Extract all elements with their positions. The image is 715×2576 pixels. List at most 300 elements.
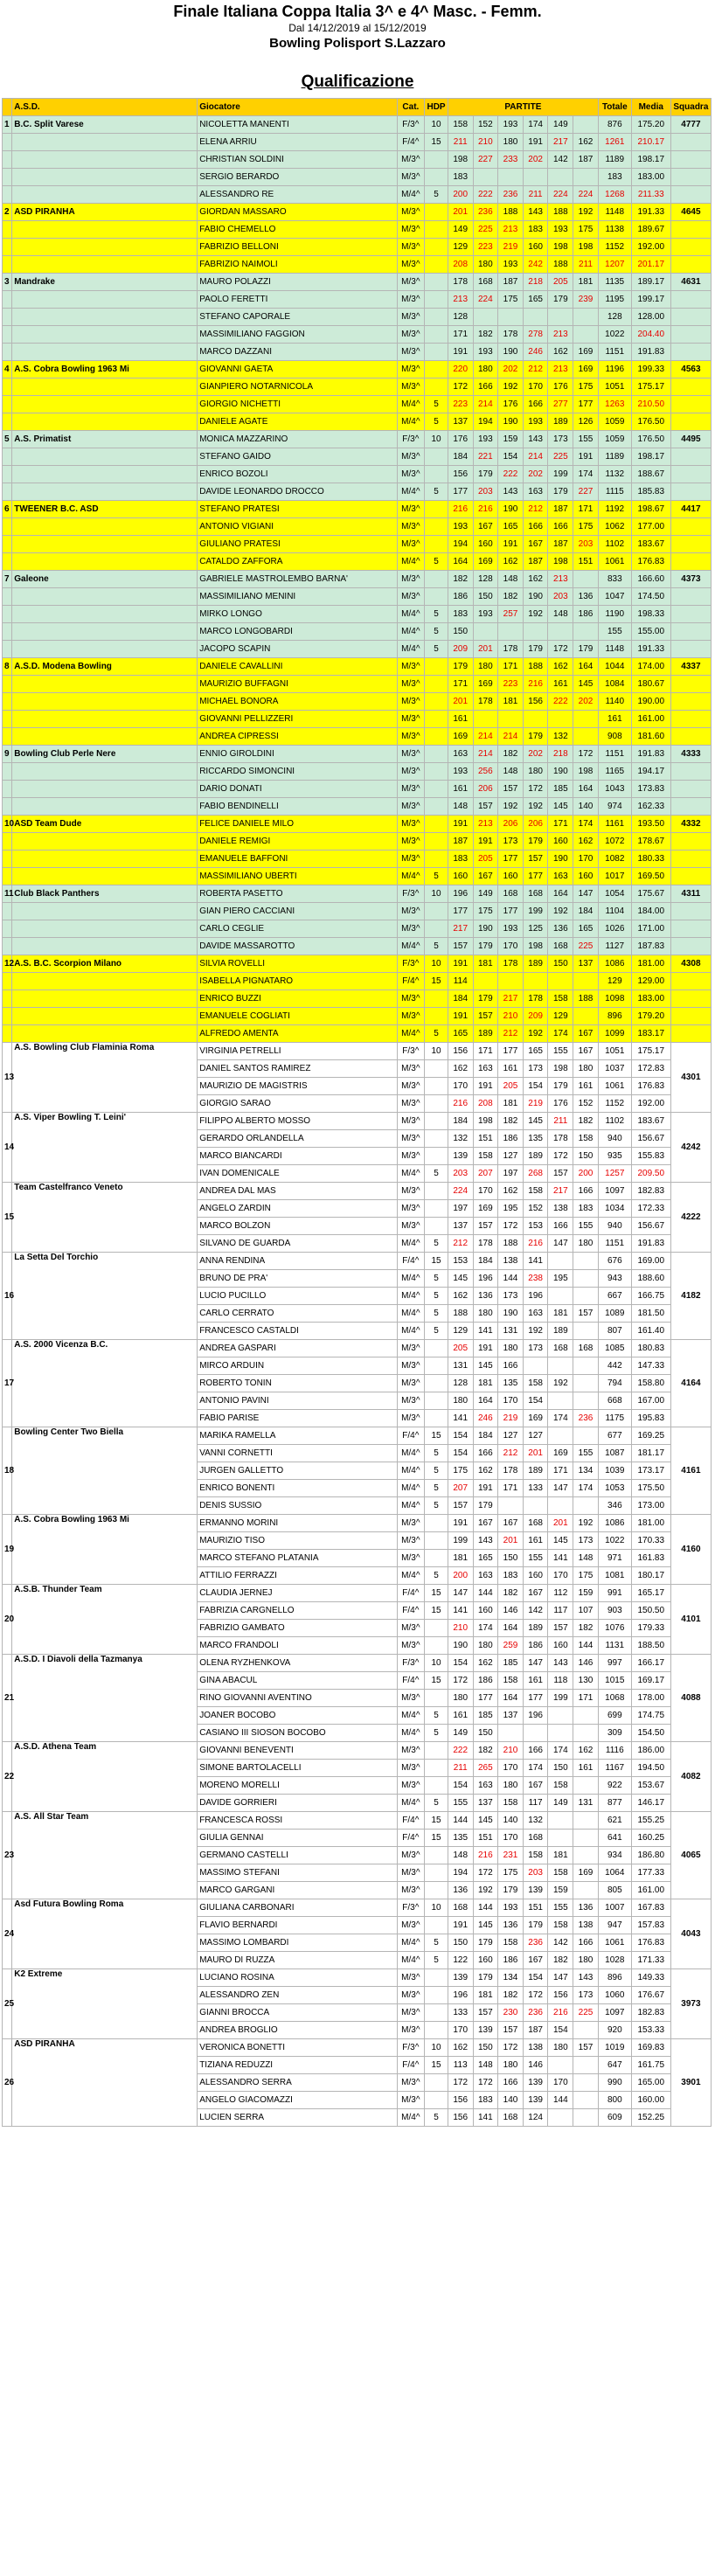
player-name: MARCO STEFANO PLATANIA	[198, 1550, 397, 1567]
player-row	[3, 1253, 712, 1270]
game-score: 179	[448, 658, 473, 676]
player-name: MONICA MAZZARINO	[198, 431, 397, 448]
player-category: M/3^	[397, 781, 425, 798]
player-average: 155.00	[631, 623, 670, 641]
team-name: Mandrake	[12, 274, 198, 291]
game-score: 169	[573, 1864, 599, 1882]
player-average: 165.17	[631, 1585, 670, 1602]
player-category: M/4^	[397, 1305, 425, 1323]
player-row	[3, 903, 712, 920]
player-total: 1263	[598, 396, 631, 413]
player-category: M/3^	[397, 1550, 425, 1567]
team-name-empty	[12, 938, 198, 955]
game-score: 178	[548, 1130, 573, 1148]
game-score	[473, 309, 498, 326]
game-score	[573, 973, 599, 990]
team-name-empty	[12, 623, 198, 641]
game-score: 198	[573, 239, 599, 256]
player-total: 1017	[598, 868, 631, 885]
player-name: CATALDO ZAFFORA	[198, 553, 397, 571]
player-total: 833	[598, 571, 631, 588]
game-score: 201	[523, 1445, 548, 1462]
game-score: 164	[448, 553, 473, 571]
game-score: 173	[548, 431, 573, 448]
game-score: 210	[498, 1742, 524, 1760]
game-score: 193	[448, 763, 473, 781]
game-score: 129	[448, 239, 473, 256]
game-score: 184	[473, 1427, 498, 1445]
game-score: 219	[498, 239, 524, 256]
game-score: 203	[573, 536, 599, 553]
player-average: 181.60	[631, 728, 670, 746]
player-handicap	[425, 309, 448, 326]
game-score: 132	[548, 728, 573, 746]
game-score: 162	[448, 2039, 473, 2057]
team-name-empty	[12, 309, 198, 326]
player-category: M/3^	[397, 466, 425, 483]
player-row	[3, 134, 712, 151]
player-name: CHRISTIAN SOLDINI	[198, 151, 397, 169]
game-score: 180	[498, 134, 524, 151]
team-position-empty	[3, 588, 12, 606]
game-score: 214	[473, 728, 498, 746]
player-name: DAVIDE GORRIERI	[198, 1795, 397, 1812]
player-total: 155	[598, 623, 631, 641]
game-score	[498, 169, 524, 186]
game-score: 174	[523, 116, 548, 134]
player-name: GIULIANO PRATESI	[198, 536, 397, 553]
game-score: 160	[473, 536, 498, 553]
player-category: M/3^	[397, 291, 425, 309]
player-category: M/4^	[397, 2109, 425, 2127]
game-score	[573, 169, 599, 186]
game-score: 175	[498, 1864, 524, 1882]
game-score: 212	[498, 1025, 524, 1043]
game-score: 190	[448, 1637, 473, 1655]
game-score: 212	[498, 1445, 524, 1462]
team-name: Club Black Panthers	[12, 885, 198, 903]
player-handicap	[425, 1515, 448, 1532]
game-score: 145	[473, 1357, 498, 1375]
team-position-empty	[3, 169, 12, 186]
player-average: 180.33	[631, 851, 670, 868]
game-score: 157	[448, 938, 473, 955]
game-score	[573, 1847, 599, 1864]
team-name: TWEENER B.C. ASD	[12, 501, 198, 518]
game-score	[498, 973, 524, 990]
player-average: 166.60	[631, 571, 670, 588]
player-handicap: 10	[425, 2039, 448, 2057]
game-score: 177	[448, 483, 473, 501]
game-score: 160	[523, 239, 548, 256]
player-handicap: 5	[425, 1445, 448, 1462]
game-score: 201	[498, 1532, 524, 1550]
team-name: A.S.D. Modena Bowling	[12, 658, 198, 676]
player-handicap	[425, 781, 448, 798]
game-score: 141	[548, 1550, 573, 1567]
player-total: 641	[598, 1830, 631, 1847]
player-name: GIOVANNI PELLIZZERI	[198, 711, 397, 728]
player-handicap: 5	[425, 1288, 448, 1305]
team-total-empty	[670, 483, 711, 501]
player-total: 1086	[598, 1515, 631, 1532]
player-average: 199.33	[631, 361, 670, 378]
game-score: 213	[548, 361, 573, 378]
game-score: 180	[473, 1305, 498, 1323]
team-name: La Setta Del Torchio	[12, 1253, 198, 1340]
player-handicap	[425, 1357, 448, 1375]
game-score: 200	[448, 1567, 473, 1585]
player-category: M/3^	[397, 833, 425, 851]
player-handicap: 5	[425, 1305, 448, 1323]
player-category: M/4^	[397, 1725, 425, 1742]
game-score	[573, 326, 599, 344]
player-name: FABIO CHEMELLO	[198, 221, 397, 239]
game-score: 246	[523, 344, 548, 361]
game-score: 144	[473, 1585, 498, 1602]
player-total: 1044	[598, 658, 631, 676]
game-score: 256	[473, 763, 498, 781]
player-name: SILVANO DE GUARDA	[198, 1235, 397, 1253]
team-name-empty	[12, 291, 198, 309]
team-total-empty	[670, 344, 711, 361]
game-score: 207	[473, 1165, 498, 1183]
player-name: SERGIO BERARDO	[198, 169, 397, 186]
game-score: 177	[498, 903, 524, 920]
team-total-empty	[670, 291, 711, 309]
player-category: F/3^	[397, 431, 425, 448]
player-handicap: 15	[425, 973, 448, 990]
player-total: 896	[598, 1969, 631, 1987]
game-score: 182	[473, 1742, 498, 1760]
player-handicap	[425, 1148, 448, 1165]
player-name: ANDREA CIPRESSI	[198, 728, 397, 746]
player-name: MARCO GARGANI	[198, 1882, 397, 1899]
game-score: 156	[448, 2109, 473, 2127]
game-score: 179	[498, 1882, 524, 1899]
game-score: 194	[473, 413, 498, 431]
game-score: 184	[473, 1253, 498, 1270]
game-score	[548, 973, 573, 990]
player-handicap: 10	[425, 116, 448, 134]
player-total: 935	[598, 1148, 631, 1165]
event-dates: Dal 14/12/2019 al 15/12/2019	[288, 22, 427, 34]
player-average: 176.83	[631, 1934, 670, 1952]
game-score: 185	[473, 1707, 498, 1725]
player-name: CLAUDIA JERNEJ	[198, 1585, 397, 1602]
player-total: 647	[598, 2057, 631, 2074]
player-total: 1084	[598, 676, 631, 693]
game-score: 153	[448, 1253, 473, 1270]
game-score: 163	[473, 1567, 498, 1585]
player-handicap	[425, 1078, 448, 1095]
player-total: 309	[598, 1725, 631, 1742]
game-score: 138	[498, 1253, 524, 1270]
player-total: 1034	[598, 1200, 631, 1218]
player-category: M/4^	[397, 938, 425, 955]
player-total: 1082	[598, 851, 631, 868]
game-score: 172	[523, 781, 548, 798]
player-handicap: 10	[425, 431, 448, 448]
game-score: 191	[473, 1340, 498, 1357]
game-score: 187	[548, 501, 573, 518]
game-score: 217	[448, 920, 473, 938]
player-average: 188.60	[631, 1270, 670, 1288]
game-score: 191	[448, 1917, 473, 1934]
game-score: 154	[523, 1078, 548, 1095]
game-score: 140	[498, 2092, 524, 2109]
player-category: M/3^	[397, 239, 425, 256]
game-score: 155	[573, 431, 599, 448]
player-average: 195.83	[631, 1410, 670, 1427]
player-handicap	[425, 2004, 448, 2022]
player-row	[3, 518, 712, 536]
player-category: M/3^	[397, 151, 425, 169]
player-name: DAVIDE MASSAROTTO	[198, 938, 397, 955]
player-average: 146.17	[631, 1795, 670, 1812]
player-category: F/4^	[397, 1830, 425, 1847]
game-score	[548, 1253, 573, 1270]
game-score: 182	[548, 1952, 573, 1969]
game-score: 192	[498, 378, 524, 396]
game-score	[548, 1427, 573, 1445]
page-header	[0, 2, 715, 93]
game-score: 211	[448, 134, 473, 151]
game-score: 192	[523, 1025, 548, 1043]
game-score: 178	[498, 955, 524, 973]
team-name: Galeone	[12, 571, 198, 588]
game-score	[548, 1812, 573, 1830]
game-score: 175	[498, 291, 524, 309]
game-score: 154	[523, 1392, 548, 1410]
player-category: M/3^	[397, 2074, 425, 2092]
game-score: 176	[498, 396, 524, 413]
player-category: M/3^	[397, 2004, 425, 2022]
player-name: TIZIANA REDUZZI	[198, 2057, 397, 2074]
player-handicap	[425, 833, 448, 851]
game-score: 193	[473, 606, 498, 623]
player-category: F/3^	[397, 116, 425, 134]
game-score: 143	[523, 431, 548, 448]
player-handicap	[425, 518, 448, 536]
game-score: 150	[473, 2039, 498, 2057]
game-score: 211	[573, 256, 599, 274]
team-position-empty	[3, 344, 12, 361]
game-score: 163	[523, 483, 548, 501]
game-score: 167	[473, 868, 498, 885]
game-score: 181	[498, 693, 524, 711]
game-score: 165	[573, 920, 599, 938]
player-total: 676	[598, 1253, 631, 1270]
game-score: 189	[523, 1620, 548, 1637]
player-category: M/4^	[397, 396, 425, 413]
game-score: 128	[448, 309, 473, 326]
team-position-empty	[3, 1008, 12, 1025]
player-name: MICHAEL BONORA	[198, 693, 397, 711]
game-score: 178	[523, 990, 548, 1008]
game-score: 169	[573, 344, 599, 361]
player-average: 183.00	[631, 169, 670, 186]
player-average: 147.33	[631, 1357, 670, 1375]
player-category: M/3^	[397, 711, 425, 728]
game-score: 135	[448, 1830, 473, 1847]
game-score: 203	[523, 1864, 548, 1882]
team-total: 4311	[670, 885, 711, 903]
game-score: 139	[473, 2022, 498, 2039]
team-position-empty	[3, 239, 12, 256]
player-total: 896	[598, 1008, 631, 1025]
player-average: 172.33	[631, 1200, 670, 1218]
player-average: 153.67	[631, 1777, 670, 1795]
player-average: 191.83	[631, 1235, 670, 1253]
game-score: 128	[448, 1375, 473, 1392]
player-total: 1059	[598, 431, 631, 448]
player-category: M/3^	[397, 693, 425, 711]
game-score: 218	[523, 274, 548, 291]
game-score: 135	[498, 1375, 524, 1392]
game-score: 158	[548, 990, 573, 1008]
player-name: IVAN DOMENICALE	[198, 1165, 397, 1183]
player-category: F/4^	[397, 134, 425, 151]
player-average: 173.83	[631, 781, 670, 798]
game-score: 147	[548, 1480, 573, 1497]
player-handicap	[425, 1847, 448, 1864]
game-score	[548, 2109, 573, 2127]
player-category: M/3^	[397, 1917, 425, 1934]
game-score: 132	[448, 1130, 473, 1148]
game-score: 202	[523, 746, 548, 763]
game-score: 185	[498, 1655, 524, 1672]
game-score: 203	[473, 483, 498, 501]
game-score: 171	[448, 676, 473, 693]
player-category: M/3^	[397, 326, 425, 344]
player-average: 181.00	[631, 955, 670, 973]
game-score: 174	[573, 466, 599, 483]
game-score: 129	[548, 1008, 573, 1025]
game-score: 137	[498, 1707, 524, 1725]
player-average: 177.33	[631, 1864, 670, 1882]
game-score: 161	[448, 1707, 473, 1725]
game-score: 196	[523, 1288, 548, 1305]
team-name: A.S. Cobra Bowling 1963 Mi	[12, 1515, 198, 1585]
player-handicap: 15	[425, 1812, 448, 1830]
game-score: 117	[523, 1795, 548, 1812]
team-total: 4242	[670, 1113, 711, 1183]
team-name-empty	[12, 833, 198, 851]
game-score: 199	[548, 1690, 573, 1707]
game-score: 170	[473, 1183, 498, 1200]
game-score	[573, 1830, 599, 1847]
player-average: 180.17	[631, 1567, 670, 1585]
game-score: 145	[473, 1812, 498, 1830]
player-category: M/4^	[397, 1497, 425, 1515]
game-score: 144	[448, 1812, 473, 1830]
player-total: 990	[598, 2074, 631, 2092]
player-row	[3, 186, 712, 204]
game-score: 175	[573, 378, 599, 396]
team-total: 3901	[670, 2039, 711, 2127]
team-name-empty	[12, 1008, 198, 1025]
game-score: 182	[573, 1113, 599, 1130]
player-total: 1132	[598, 466, 631, 483]
team-position: 9	[3, 746, 12, 763]
game-score: 150	[498, 1550, 524, 1567]
game-score	[573, 623, 599, 641]
team-name-empty	[12, 256, 198, 274]
team-position: 16	[3, 1253, 12, 1340]
game-score: 195	[548, 1270, 573, 1288]
player-category: M/3^	[397, 1515, 425, 1532]
game-score: 184	[448, 448, 473, 466]
player-name: GIORGIO SARAO	[198, 1095, 397, 1113]
team-position-empty	[3, 920, 12, 938]
player-category: M/4^	[397, 413, 425, 431]
game-score: 117	[548, 1602, 573, 1620]
event-venue: Bowling Polisport S.Lazzaro	[269, 36, 446, 51]
game-score: 154	[523, 1969, 548, 1987]
player-category: M/4^	[397, 1707, 425, 1725]
team-total-empty	[670, 920, 711, 938]
team-name-empty	[12, 588, 198, 606]
team-name-empty	[12, 606, 198, 623]
game-score: 157	[473, 1008, 498, 1025]
player-total: 1061	[598, 1078, 631, 1095]
game-score: 168	[548, 1340, 573, 1357]
col-pos	[3, 99, 12, 116]
game-score: 173	[573, 1532, 599, 1550]
team-total-empty	[670, 990, 711, 1008]
team-name-empty	[12, 763, 198, 781]
player-average: 175.50	[631, 1480, 670, 1497]
game-score: 162	[473, 1462, 498, 1480]
col-asd: A.S.D.	[12, 99, 198, 116]
team-position-empty	[3, 256, 12, 274]
game-score: 162	[573, 1742, 599, 1760]
player-handicap	[425, 2022, 448, 2039]
game-score: 213	[473, 816, 498, 833]
game-score: 220	[448, 361, 473, 378]
player-category: F/3^	[397, 1899, 425, 1917]
game-score: 181	[473, 1375, 498, 1392]
team-position: 13	[3, 1043, 12, 1113]
player-row	[3, 466, 712, 483]
team-total-empty	[670, 606, 711, 623]
team-total-empty	[670, 1025, 711, 1043]
player-handicap: 15	[425, 1602, 448, 1620]
game-score: 163	[473, 1060, 498, 1078]
team-position: 1	[3, 116, 12, 134]
player-average: 174.50	[631, 588, 670, 606]
team-total-empty	[670, 448, 711, 466]
team-position-empty	[3, 221, 12, 239]
player-category: M/3^	[397, 309, 425, 326]
game-score: 181	[548, 1847, 573, 1864]
team-total-empty	[670, 309, 711, 326]
game-score: 277	[548, 396, 573, 413]
player-average: 183.67	[631, 536, 670, 553]
player-name: ANDREA DAL MAS	[198, 1183, 397, 1200]
game-score: 164	[498, 1620, 524, 1637]
game-score: 167	[523, 536, 548, 553]
game-score: 194	[448, 1864, 473, 1882]
team-total: 4160	[670, 1515, 711, 1585]
team-position-empty	[3, 641, 12, 658]
player-average: 169.50	[631, 868, 670, 885]
game-score: 164	[473, 1392, 498, 1410]
team-total-empty	[670, 413, 711, 431]
game-score: 196	[448, 1987, 473, 2004]
game-score: 167	[473, 1515, 498, 1532]
